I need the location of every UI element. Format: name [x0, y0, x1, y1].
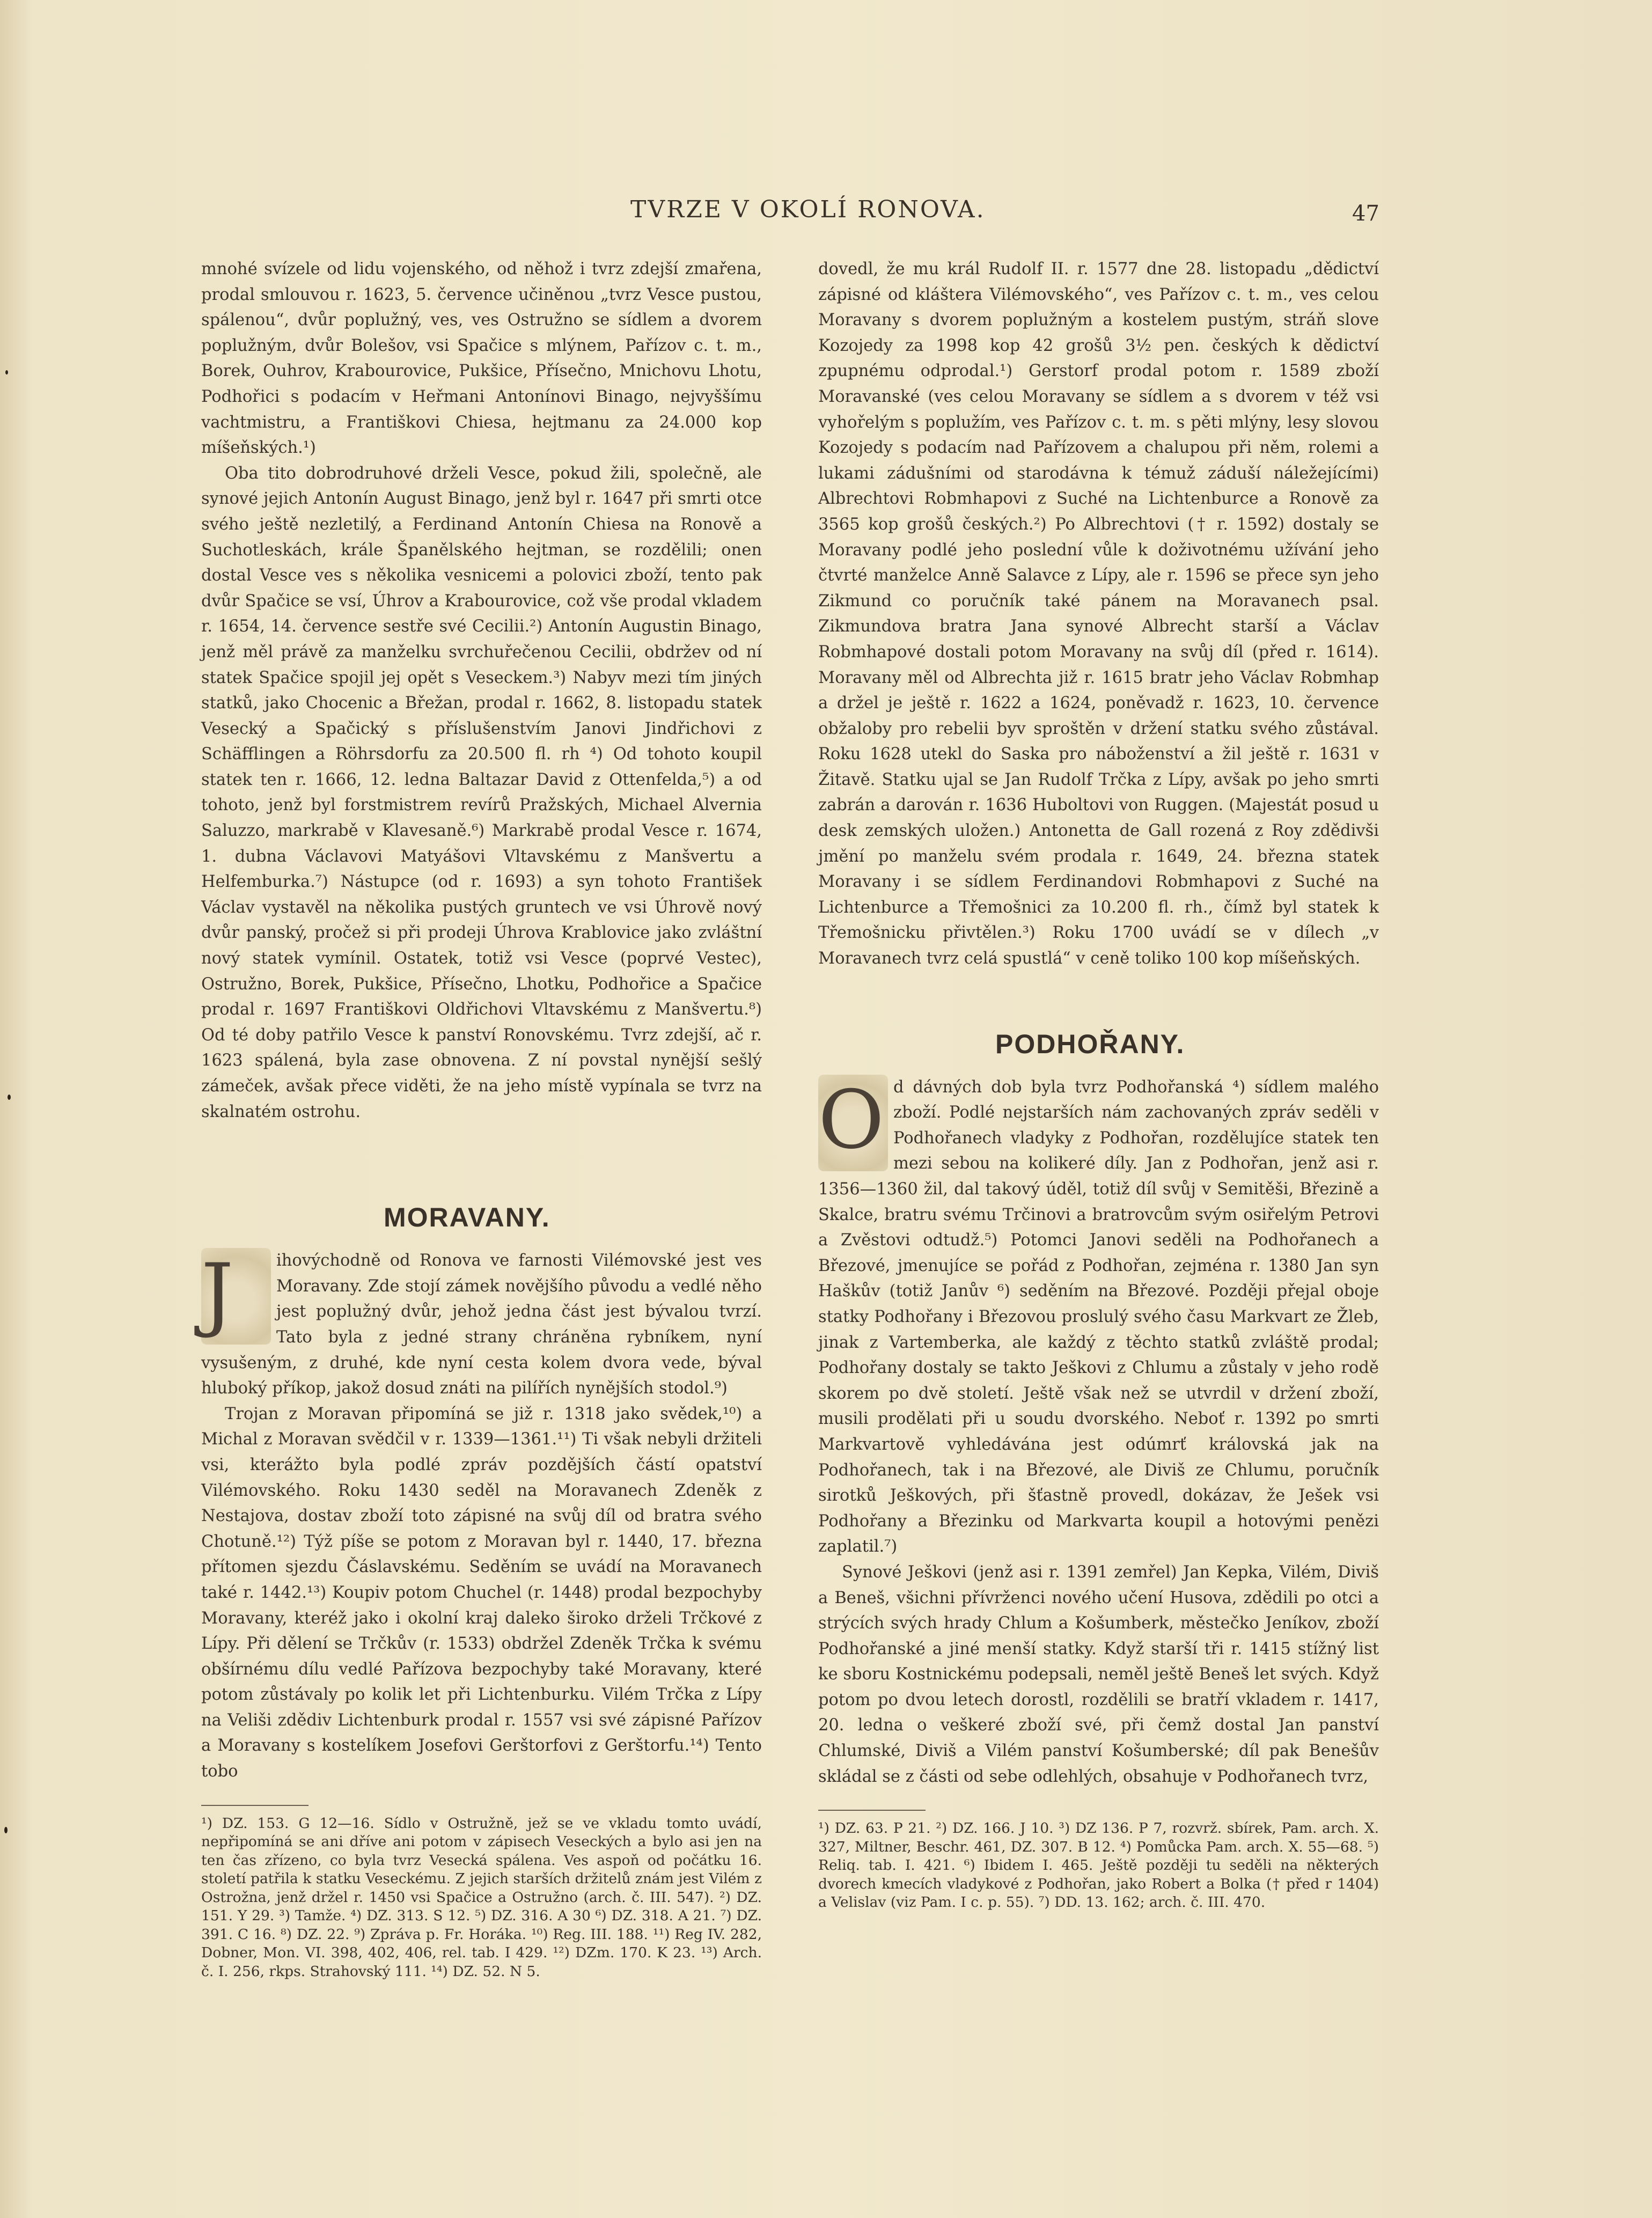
speck	[8, 1095, 11, 1100]
running-head: TVRZE V OKOLÍ RONOVA.	[630, 196, 986, 223]
speck	[4, 1827, 8, 1833]
paragraph: ihovýchodně od Ronova ve farnosti Vilémovské jest ves Moravany. Zde stojí zámek novějšího původu a vedlé něho jest poplužný dvůr, jehož jedna část jest bývalou tvrzí. Tato byla z jedné strany chráněna rybníkem, nyní vysušeným, z druhé, kde nyní cesta kolem dvora vede, býval hluboký příkop, jakož dosud znáti na pilířích nynějších stodol.⁹)	[201, 1251, 762, 1398]
paragraph: Synové Ješkovi (jenž asi r. 1391 zemřel) Jan Kepka, Vilém, Diviš a Beneš, všichni přívrženci nového učení Husova, zdědili po otci a strýcích svých hrady Chlum a Košumberk, městečko Jeníkov, zboží Podhořanské a jiné menší statky. Když starší tři r. 1415 stížný list ke sboru Kostnickému podepsali, neměl ještě Beneš let svých. Když potom po dvou letech dorostl, rozdělili se bratří vkladem r. 1417, 20. ledna o veškeré zboží své, při čemž dostal Jan panství Chlumské, Diviš a Vilém panství Košumberské; díl pak Benešův skládal se z části od sebe odlehlých, obsahuje v Podhořanech tvrz,	[818, 1562, 1379, 1786]
left-column	[201, 256, 762, 1981]
ornamental-initial: J	[201, 1248, 271, 1345]
speck	[5, 370, 8, 374]
section-heading-moravany: MORAVANY.	[384, 1202, 550, 1233]
page-number: 47	[1352, 201, 1379, 226]
footnotes: ¹) DZ. 153. G 12—16. Sídlo v Ostružně, jež se ve vkladu tomto uvádí, nepřipomíná se ani dříve ani potom v zápisech Veseckých a bylo asi jen na ten čas zřízeno, co byla tvrz Vesecká spálena. Ves aspoň od počátku 16. století patřila k statku Veseckému. Z jejich starších držitelů znám jest Vilém z Ostrožna, jenž držel r. 1450 vsi Spačice a Ostružno (arch. č. III. 547). ²) DZ. 151. Y 29. ³) Tamže. ⁴) DZ. 313. S 12. ⁵) DZ. 316. A 30 ⁶) DZ. 318. A 21. ⁷) DZ. 391. C 16. ⁸) DZ. 22. ⁹) Zpráva p. Fr. Horáka. ¹⁰) Reg. III. 188. ¹¹) Reg IV. 282, Dobner, Mon. VI. 398, 402, 406, rel. tab. I 429. ¹²) DZm. 170. K 23. ¹³) Arch. č. I. 256, rkps. Strahovský 111. ¹⁴) DZ. 52. N 5.	[201, 1815, 762, 1980]
paragraph: Oba tito dobrodruhové drželi Vesce, pokud žili, společně, ale synové jejich Antonín August Binago, jenž byl r. 1647 při smrti otce svého ještě nezletilý, a Ferdinand Antonín Chiesa na Ronově a Suchotleskách, krále Španělského hejtman, se rozdělili; onen dostal Vesce ves s několika vesnicemi a polovici zboží, tento pak dvůr Spačice se vsí, Úhrov a Krabourovice, což vše prodal vkladem r. 1654, 14. července sestře své Cecilii.²) Antonín Augustin Binago, jenž měl právě za manželku svrchuřečenou Cecilii, obdržev od ní statek Spačice spojil jej opět s Veseckem.³) Nabyv mezi tím jiných statků, jako Chocenic a Břežan, prodal r. 1662, 8. listopadu statek Vesecký a Spačický s příslušenstvím Janovi Jindřichovi z Schäfflingen a Röhrsdorfu za 20.500 fl. rh ⁴) Od tohoto koupil statek ten r. 1666, 12. ledna Baltazar David z Ottenfelda,⁵) a od tohoto, jenž byl forstmistrem revírů Pražských, Michael Alvernia Saluzzo, markrabě v Klavesaně.⁶) Markrabě prodal Vesce r. 1674, 1. dubna Václavovi Matyášovi Vltavskému z Manšvertu a Helfemburka.⁷) Nástupce (od r. 1693) a syn tohoto František Václav vystavěl na několika pustých gruntech ve vsi Úhrově nový dvůr panský, pročež si při prodeji Úhrova Krablovice jako zvláštní nový statek vymínil. Ostatek, totiž vsi Vesce (poprvé Vestec), Ostružno, Borek, Pukšice, Přísečno, Lhotku, Podhořice a Spačice prodal r. 1697 Františkovi Oldřichovi Vltavskému z Manšvertu.⁸) Od té doby patřilo Vesce k panství Ronovskému. Tvrz zdejší, ač r. 1623 spálená, byla zase obnovena. Z ní povstal nynější sešlý zámeček, avšak přece viděti, že na jeho místě vypínala se tvrz na skalnatém ostrohu.	[201, 464, 762, 1121]
footnotes: ¹) DZ. 63. P 21. ²) DZ. 166. J 10. ³) DZ 136. P 7, rozvrž. sbírek, Pam. arch. X. 327, Miltner, Beschr. 461, DZ. 307. B 12. ⁴) Pomůcka Pam. arch. X. 55—68. ⁵) Reliq. tab. I. 421. ⁶) Ibidem I. 465. Ještě později tu seděli na některých dvorech kmecích vladykové z Podhořan, jako Robert a Bolka († před r 1404) a Velislav (viz Pam. I c. p. 55). ⁷) DD. 13. 162; arch. č. III. 470.	[818, 1820, 1379, 1911]
section-heading-podhorany: PODHOŘANY.	[995, 1029, 1185, 1059]
footnote-rule	[818, 1810, 926, 1811]
ornamental-initial: O	[818, 1075, 888, 1171]
footnote-rule	[201, 1805, 309, 1806]
paragraph: mnohé svízele od lidu vojenského, od něhož i tvrz zdejší zmařena, prodal smlouvou r. 1623, 5. července učiněnou „tvrz Vesce pustou, spálenou“, dvůr poplužný, ves, ves Ostružno se sídlem a dvorem poplužným, dvůr Bolešov, vsi Spačice s mlýnem, Pařízov c. t. m., Borek, Ouhrov, Krabourovice, Pukšice, Přísečno, Mnichovu Lhotu, Podhořici s podacím v Heřmani Antonínovi Binago, nejvyššímu vachtmistru, a Františkovi Chiesa, hejtmanu za 24.000 kop míšeňských.¹)	[201, 260, 762, 458]
paragraph: dovedl, že mu král Rudolf II. r. 1577 dne 28. listopadu „dědictví zápisné od kláštera Vilémovského“, ves Pařízov c. t. m., ves celou Moravany s dvorem poplužným a kostelem pustým, stráň slove Kozojedy za 1998 kop 42 grošů 3½ pen. českých k dědictví zpupnému odprodal.¹) Gerstorf prodal potom r. 1589 zboží Moravanské (ves celou Moravany se sídlem a s dvorem v též vsi vyhořelým s poplužím, ves Pařízov c. t. m. s pěti mlýny, lesy slovou Kozojedy s podacím nad Pařízovem a chalupou při něm, rolemi a lukami zádušními od starodávna k témuž záduší náležejícími) Albrechtovi Robmhapovi z Suché na Lichtenburce a Ronově za 3565 kop grošů českých.²) Po Albrechtovi († r. 1592) dostaly se Moravany podlé jeho poslední vůle k doživotnému užívání jeho čtvrté manželce Anně Salavce z Lípy, ale r. 1596 se přece syn jeho Zikmund co poručník také pánem na Moravanech psal. Zikmundova bratra Jana synové Albrecht starší a Václav Robmhapové dostali potom Moravany na svůj díl (před r. 1614). Moravany měl od Albrechta již r. 1615 bratr jeho Václav Robmhap a držel je ještě r. 1622 a 1624, poněvadž r. 1623, 10. července obžaloby pro rebelii byv sproštěn v držení statku svého zůstával. Roku 1628 utekl do Saska pro náboženství a žil ještě r. 1631 v Žitavě. Statku ujal se Jan Rudolf Trčka z Lípy, avšak po jeho smrti zabrán a darován r. 1636 Huboltovi von Ruggen. (Majestát posud u desk zemských uložen.) Antonetta de Gall rozená z Roy zdědivši jmění po manželu svém prodala r. 1649, 24. března statek Moravany i se sídlem Ferdinandovi Robmhapovi z Suché na Lichtenburce a Třemošnici za 10.200 fl. rh., čímž byl statek k Třemošnicku přivtělen.³) Roku 1700 uvádí se v dílech „v Moravanech tvrz celá spustlá“ v ceně toliko 100 kop míšeňských.	[818, 260, 1379, 968]
paragraph: d dávných dob byla tvrz Podhořanská ⁴) sídlem malého zboží. Podlé nejstarších nám zachovaných zpráv seděli v Podhořanech vladyky z Podhořan, rozdělujíce statek ten mezi sebou na kolikeré díly. Jan z Podhořan, jenž asi r. 1356—1360 žil, dal takový úděl, totiž díl svůj v Semitěši, Březině a Skalce, bratru svému Trčinovi a bratrovcům svým osiřelým Petrovi a Zvěstovi odtudž.⁵) Potomci Janovi seděli na Podhořanech a Březové, jmenujíce se pořád z Podhořan, zejména r. 1380 Jan syn Haškův (totiž Janův ⁶) seděním na Březové. Později přejal oboje statky Podhořany i Březovou proslulý svého času Markvart ze Žleb, jinak z Vartemberka, ale každý z těchto statků zvláště prodal; Podhořany dostaly se takto Ješkovi z Chlumu a zůstaly v jeho rodě skorem po dvě století. Ještě však než se utvrdil v držení zboží, musili prodělati při u soudu dvorského. Neboť r. 1392 po smrti Markvartově vyhledávána jest odúmrť královská jak na Podhořanech, tak i na Březové, ale Diviš ze Chlumu, poručník sirotků Ješkových, při šťastně provedl, dokázav, že Ješek vsi Podhořany a Březinku od Markvarta koupil a hotovými penězi zaplatil.⁷)	[818, 1077, 1379, 1556]
right-column	[818, 256, 1379, 1912]
paragraph: Trojan z Moravan připomíná se již r. 1318 jako svědek,¹⁰) a Michal z Moravan svědčil v r. 1339—1361.¹¹) Ti však nebyli držiteli vsi, kterážto byla podlé zpráv pozdějších částí opatství Vilémovského. Roku 1430 seděl na Moravanech Zdeněk z Nestajova, dostav zboží toto zápisné na svůj díl od bratra svého Chotuně.¹²) Týž píše se potom z Moravan byl r. 1440, 17. března přítomen sjezdu Čáslavskému. Seděním se uvádí na Moravanech také r. 1442.¹³) Koupiv potom Chuchel (r. 1448) prodal bezpochyby Moravany, kteréž jako i okolní kraj daleko široko drželi Trčkové z Lípy. Při dělení se Trčkův (r. 1533) obdržel Zdeněk Trčka k svému obšírnému dílu vedlé Pařízova bezpochyby také Moravany, které potom zůstávaly po kolik let při Lichtenburku. Vilém Trčka z Lípy na Veliši zdědiv Lichtenburk prodal r. 1557 vsi své zápisné Pařízov a Moravany s kostelíkem Josefovi Gerštorfovi z Gerštorfu.¹⁴) Tento tobo	[201, 1404, 762, 1781]
